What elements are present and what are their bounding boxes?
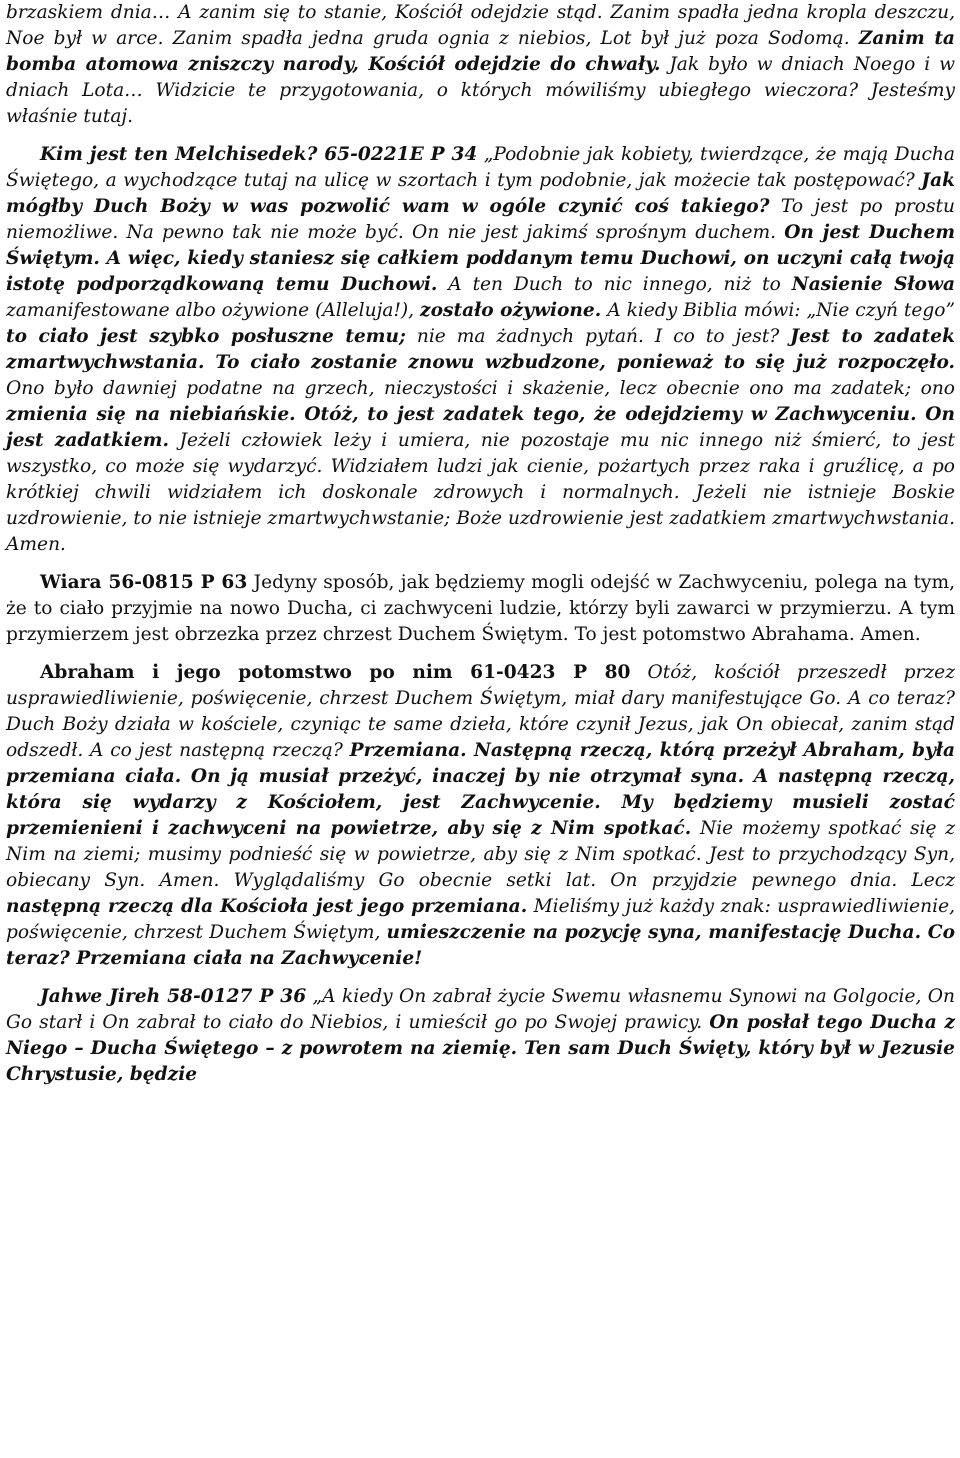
text-bold-italic: Jak mógłby Duch Boży w was pozwolić wam w ogóle czynić coś takiego? xyxy=(6,170,955,217)
text-italic: Jeżeli człowiek leży i umiera, nie pozostaje mu nic innego niż śmierć, to jest wszystko, co może się wydarzyć. Widziałem ludzi jak cienie, pożartych przez raka i gruźlicę, a po krótkiej chwili widziałem ich doskonale zdrowych i normalnych. Jeżeli nie istnieje Boskie uzdrowienie, to nie istnieje zmartwychwstanie; Boże uzdrowienie jest zadatkiem zmartwychwstania. Amen. xyxy=(6,430,955,555)
paragraph-kim-jest-ten-melchisedek xyxy=(6,142,955,558)
text-italic: A kiedy Biblia mówi: „Nie czyń tego” xyxy=(601,300,956,321)
text-italic: A ten Duch to nic innego, niż to xyxy=(437,274,792,295)
quote-reference: Jahwe Jireh 58-0127 P 36 xyxy=(40,986,307,1007)
text-bold-italic: to ciało jest szybko posłuszne temu; xyxy=(6,326,406,347)
paragraph-jahwe-jireh xyxy=(6,984,955,1088)
text-italic: „Podobnie jak kobiety, twierdzące, że mają Ducha Świętego, a wychodzące tutaj na ulicę w szortach i tym podobnie, jak możecie tak postępować? xyxy=(6,144,955,191)
text-bold-italic: On jest Duchem Świętym. A więc, kiedy staniesz się całkiem poddanym temu Duchowi, on uczyni całą twoją istotę podporządkowaną temu Duchowi. xyxy=(6,222,956,295)
paragraph-continuation xyxy=(6,0,955,130)
text-italic: brzaskiem dnia… A zanim się to stanie, Kościół odejdzie stąd. Zanim spadła jedna kropla deszczu, Noe był w arce. Zanim spadła jedna gruda ognia z niebios, Lot był już poza Sodomą. xyxy=(6,2,955,49)
text-bold-italic: umieszczenie na pozycję syna, manifestację Ducha. Co teraz? Przemiana ciała na Zachwycenie! xyxy=(6,922,955,969)
text-italic: Otóż, kościół przeszedł przez usprawiedliwienie, poświęcenie, chrzest Duchem Świętym, miał dary manifestujące Go. A co teraz? Duch Boży działa w kościele, czyniąc te same dzieła, które czynił Jezus, jak On obiecał, zanim stąd odszedł. A co jest następną rzeczą? xyxy=(6,662,955,761)
text-italic: Jak było w dniach Noego i w dniach Lota… Widzicie te przygotowania, o których mówiliśmy ubiegłego wieczora? Jesteśmy właśnie tutaj. xyxy=(6,54,955,127)
paragraph-abraham xyxy=(6,660,955,972)
text-italic: „A kiedy On zabrał życie Swemu własnemu Synowi na Golgocie, On Go starł i On zabrał to ciało do Niebios, i umieścił go po Swojej prawicy. xyxy=(6,986,955,1033)
text-italic: Mieliśmy już każdy znak: usprawiedliwienie, poświęcenie, chrzest Duchem Świętym, xyxy=(6,896,955,943)
text-bold-italic: Przemiana. Następną rzeczą, którą przeżył Abraham, była przemiana ciała. On ją musiał przeżyć, inaczej by nie otrzymał syna. A następną rzeczą, która się wydarzy z Kościołem, jest Zachwycenie. My będziemy musieli zostać przemienieni i zachwyceni na powietrze, aby się z Nim spotkać. xyxy=(6,740,955,839)
text-italic: nie ma żadnych pytań. I co to jest? xyxy=(405,326,791,347)
quote-reference: Kim jest ten Melchisedek? 65-0221E P 34 xyxy=(40,144,478,165)
text-bold-italic: On posłał tego Ducha z Niego – Ducha Świętego – z powrotem na ziemię. Ten sam Duch Święty, który był w Jezusie Chrystusie, będzie xyxy=(6,1012,955,1085)
quote-reference: Wiara 56-0815 P 63 xyxy=(40,572,248,593)
quote-reference: Abraham i jego potomstwo po nim 61-0423 P 80 xyxy=(40,662,631,683)
text-bold-italic: zmienia się na niebiańskie. Otóż, to jest zadatek tego, że odejdziemy w Zachwyceniu. On jest zadatkiem. xyxy=(6,404,955,451)
text-italic: Nie możemy spotkać się z Nim na ziemi; musimy podnieść się w powietrze, aby się z Nim spotkać. Jest to przychodzący Syn, obiecany Syn. Amen. Wyglądaliśmy Go obecnie setki lat. On przyjdzie pewnego dnia. Lecz xyxy=(6,818,955,891)
text-italic: To jest po prostu niemożliwe. Na pewno tak nie może być. On nie jest jakimś sprośnym duchem. xyxy=(6,196,955,243)
text-bold-italic: Zanim ta bomba atomowa zniszczy narody, Kościół odejdzie do chwały. xyxy=(6,28,955,75)
text-bold-italic: następną rzeczą dla Kościoła jest jego przemiana. xyxy=(6,896,528,917)
text-bold-italic: Nasienie Słowa xyxy=(791,274,955,295)
text-italic: Ono było dawniej podatne na grzech, nieczystości i skażenie, lecz obecnie ono ma zadatek; ono xyxy=(6,378,955,399)
text-bold-italic: Jest to zadatek zmartwychwstania. To ciało zostanie znowu wzbudzone, ponieważ to się już rozpoczęło. xyxy=(6,326,955,373)
text-regular: Jedyny sposób, jak będziemy mogli odejść w Zachwyceniu, polega na tym, że to ciało przyjmie na nowo Ducha, ci zachwyceni ludzie, którzy byli zawarci w przymierzu. A tym przymierzem jest obrzezka przez chrzest Duchem Świętym. To jest potomstwo Abrahama. Amen. xyxy=(6,572,955,645)
text-bold-italic: zostało ożywione. xyxy=(420,300,602,321)
paragraph-wiara xyxy=(6,570,955,648)
text-italic: zamanifestowane albo ożywione (Alleluja!), xyxy=(6,300,421,321)
